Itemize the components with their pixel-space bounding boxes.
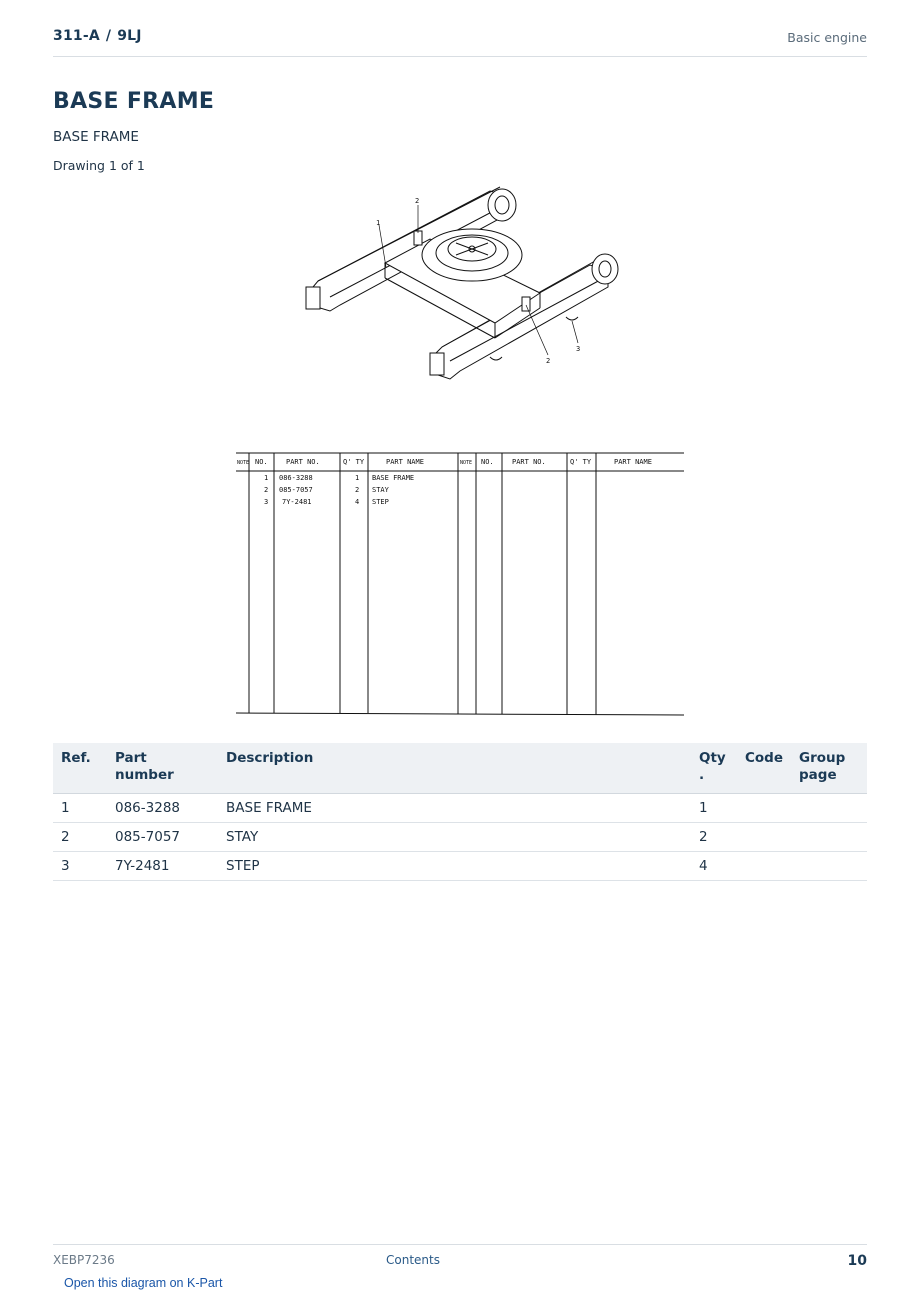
left-rail-end-bracket <box>306 287 320 309</box>
callout-leader <box>572 321 578 343</box>
cell-ref: 2 <box>53 823 107 852</box>
cell-qty: 1 <box>691 794 737 823</box>
sheet-cell-qty: 2 <box>355 486 360 494</box>
callout-label: 3 <box>576 345 581 353</box>
page-title: BASE FRAME <box>53 89 215 114</box>
sheet-cell-part-no: 086-3288 <box>279 474 313 482</box>
parts-table-header <box>53 743 867 794</box>
stay-lower <box>522 297 530 311</box>
parts-table-body <box>53 794 867 881</box>
page-footer <box>53 1244 867 1275</box>
sheet-cell-qty: 1 <box>355 474 360 482</box>
callout-label: 2 <box>546 357 551 365</box>
sheet-header-cell: PART NO. <box>286 458 320 466</box>
table-row <box>53 852 867 881</box>
page-number: 10 <box>847 1253 867 1269</box>
base-frame-diagram <box>290 183 630 403</box>
sheet-header-cell: Q' TY <box>343 458 365 466</box>
table-row <box>53 823 867 852</box>
right-rail-end-bracket <box>430 353 444 375</box>
cell-ref: 3 <box>53 852 107 881</box>
sheet-header-cell: NOTE <box>460 460 473 466</box>
column-header-code: Code <box>737 743 791 794</box>
column-header-group-page: Group page <box>791 743 867 794</box>
sheet-header-cell: PART NAME <box>386 458 424 466</box>
sheet-header-cell: Q' TY <box>570 458 592 466</box>
callout-label: 2 <box>415 197 420 205</box>
cell-description: STEP <box>218 852 691 881</box>
sheet-cell-part-no: 085-7057 <box>279 486 313 494</box>
sheet-cell-no: 3 <box>264 498 269 506</box>
contents-link[interactable]: Contents <box>386 1253 440 1267</box>
section-name: Basic engine <box>787 30 867 45</box>
scanned-parts-sheet <box>236 451 686 717</box>
cell-qty: 4 <box>691 852 737 881</box>
breadcrumb-separator: / <box>105 28 112 44</box>
page-subtitle: BASE FRAME <box>53 129 139 145</box>
right-idler-boss <box>592 254 618 284</box>
table-row <box>53 794 867 823</box>
cell-code <box>737 823 791 852</box>
cell-group-page <box>791 823 867 852</box>
page-header <box>53 28 867 57</box>
sheet-header-cell: NOTE <box>237 460 250 466</box>
column-header-part-number: Part number <box>107 743 218 794</box>
cell-part-number: 7Y-2481 <box>107 852 218 881</box>
serial-prefix: 9LJ <box>117 28 142 44</box>
cell-code <box>737 852 791 881</box>
cell-description: BASE FRAME <box>218 794 691 823</box>
stay-upper <box>414 231 422 245</box>
cell-code <box>737 794 791 823</box>
callout-label: 1 <box>376 219 381 227</box>
left-idler-boss <box>488 189 516 221</box>
sheet-cell-no: 1 <box>264 474 269 482</box>
table-header-row <box>53 743 867 794</box>
sheet-header-cell: NO. <box>255 458 268 466</box>
sheet-cell-no: 2 <box>264 486 269 494</box>
sheet-cell-part-no: 7Y-2481 <box>282 498 312 506</box>
cell-ref: 1 <box>53 794 107 823</box>
cell-part-number: 086-3288 <box>107 794 218 823</box>
sheet-header-cell: NO. <box>481 458 494 466</box>
sheet-cell-qty: 4 <box>355 498 360 506</box>
sheet-cell-name: BASE FRAME <box>372 474 415 482</box>
cell-group-page <box>791 852 867 881</box>
cell-qty: 2 <box>691 823 737 852</box>
document-id: XEBP7236 <box>53 1253 115 1267</box>
cell-part-number: 085-7057 <box>107 823 218 852</box>
sheet-header-cell: PART NAME <box>614 458 652 466</box>
cell-group-page <box>791 794 867 823</box>
parts-table <box>53 743 867 881</box>
sheet-cell-name: STAY <box>372 486 389 494</box>
sheet-header-cell: PART NO. <box>512 458 546 466</box>
cell-description: STAY <box>218 823 691 852</box>
column-header-description: Description <box>218 743 691 794</box>
model-code: 311-A <box>53 28 100 44</box>
step-right <box>566 317 578 320</box>
open-in-kpart-link[interactable]: Open this diagram on K-Part <box>64 1276 223 1290</box>
drawing-counter: Drawing 1 of 1 <box>53 158 145 173</box>
sheet-cell-name: STEP <box>372 498 389 506</box>
column-header-ref: Ref. <box>53 743 107 794</box>
model-breadcrumb <box>53 28 142 44</box>
sheet-bottom-rule <box>236 713 684 715</box>
step-left <box>490 357 502 360</box>
column-header-qty: Qty . <box>691 743 737 794</box>
